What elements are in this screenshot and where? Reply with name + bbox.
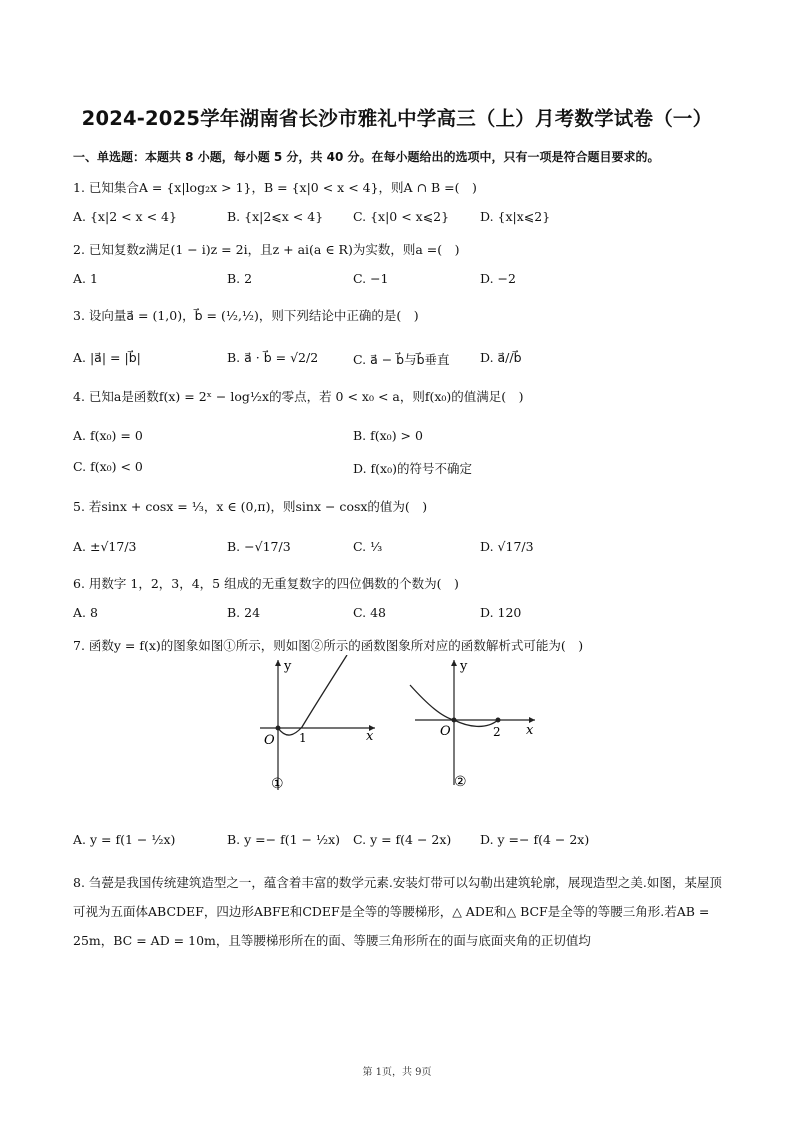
fig2-y-label: y: [460, 659, 468, 674]
q7-option-d: D. y =− f(4 − 2x): [480, 832, 590, 847]
fig2-tick-label: 2: [493, 725, 501, 739]
fig2-origin-label: O: [440, 724, 451, 739]
fig2-caption: ②: [454, 774, 467, 790]
q5-option-d: D. √17/3: [480, 539, 534, 554]
q4-option-c: C. f(x₀) < 0: [73, 459, 143, 474]
q2-option-b: B. 2: [227, 271, 253, 286]
fig1-x-label: x: [366, 729, 374, 744]
q3-option-a: A. |a⃗| = |b⃗|: [73, 350, 141, 365]
q7-option-c: C. y = f(4 − 2x): [353, 832, 452, 847]
question-8-stem: 8. 刍甍是我国传统建筑造型之一，蕴含着丰富的数学元素.安装灯带可以勾勒出建筑轮廓，展现造型之美.如图，某屋顶可视为五面体ABCDEF，四边形ABFE和CDEF是全等的等腰梯形，△ ADE和△ BCF是全等的等腰三角形.若AB = 25m，BC = AD = 10m，且等腰梯形所在的面、等腰三角形所在的面与底面夹角的正切值均: [73, 875, 722, 948]
q4-option-d: D. f(x₀)的符号不确定: [353, 461, 472, 476]
q2-option-d: D. −2: [480, 271, 516, 286]
q6-option-c: C. 48: [353, 605, 386, 620]
fig1-tick-label: 1: [299, 731, 307, 745]
q5-option-a: A. ±√17/3: [73, 539, 137, 554]
q1-option-d: D. {x|x⩽2}: [480, 209, 551, 224]
q6-option-a: A. 8: [73, 605, 98, 620]
q2-option-a: A. 1: [73, 271, 98, 286]
question-6-stem: 6. 用数字 1，2，3，4，5 组成的无重复数字的四位偶数的个数为( ): [73, 576, 459, 591]
q1-option-b: B. {x|2⩽x < 4}: [227, 209, 324, 224]
fig2-x-label: x: [526, 723, 534, 738]
question-3-stem: 3. 设向量a⃗ = (1,0)，b⃗ = (½,½)，则下列结论中正确的是( ): [73, 308, 419, 323]
q5-option-c: C. ⅓: [353, 539, 383, 554]
q4-option-a: A. f(x₀) = 0: [73, 428, 143, 443]
q4-option-b: B. f(x₀) > 0: [353, 428, 423, 443]
q3-option-b: B. a⃗ · b⃗ = √2/2: [227, 350, 319, 365]
q2-option-c: C. −1: [353, 271, 389, 286]
graph-2: [410, 659, 535, 790]
fig1-caption: ①: [271, 776, 284, 792]
q1-option-c: C. {x|0 < x⩽2}: [353, 209, 450, 224]
question-4-stem: 4. 已知a是函数f(x) = 2ˣ − log½x的零点，若 0 < x₀ < a，则f(x₀)的值满足( ): [73, 389, 524, 404]
graph-1: [260, 655, 375, 792]
q1-option-a: A. {x|2 < x < 4}: [73, 209, 177, 224]
page-footer: 第 1页，共 9页: [362, 1067, 432, 1078]
page-title: 2024-2025学年湖南省长沙市雅礼中学高三（上）月考数学试卷（一）: [81, 107, 713, 130]
question-5-stem: 5. 若sinx + cosx = ⅓，x ∈ (0,π)，则sinx − cosx的值为( ): [73, 499, 428, 514]
question-2-stem: 2. 已知复数z满足(1 − i)z = 2i，且z + ai(a ∈ R)为实数，则a =( ): [73, 242, 460, 257]
q3-option-d: D. a⃗//b⃗: [480, 350, 522, 365]
q7-option-a: A. y = f(1 − ½x): [73, 832, 176, 847]
q6-option-b: B. 24: [227, 605, 261, 620]
fig1-origin-label: O: [264, 733, 275, 748]
q5-option-b: B. −√17/3: [227, 539, 291, 554]
q3-option-c: C. a⃗ − b⃗与b⃗垂直: [353, 352, 450, 367]
section-heading: 一、单选题：本题共 8 小题，每小题 5 分，共 40 分。在每小题给出的选项中，只有一项是符合题目要求的。: [73, 150, 660, 164]
question-7-stem: 7. 函数y = f(x)的图象如图①所示，则如图②所示的函数图象所对应的函数解析式可能为( ): [73, 638, 584, 653]
q6-option-d: D. 120: [480, 605, 522, 620]
fig1-y-label: y: [284, 659, 292, 674]
function-graphs-figure: [250, 655, 550, 805]
q7-option-b: B. y =− f(1 − ½x): [227, 832, 341, 847]
question-1-stem: 1. 已知集合A = {x|log₂x > 1}，B = {x|0 < x < 4}，则A ∩ B =( ): [73, 180, 477, 195]
